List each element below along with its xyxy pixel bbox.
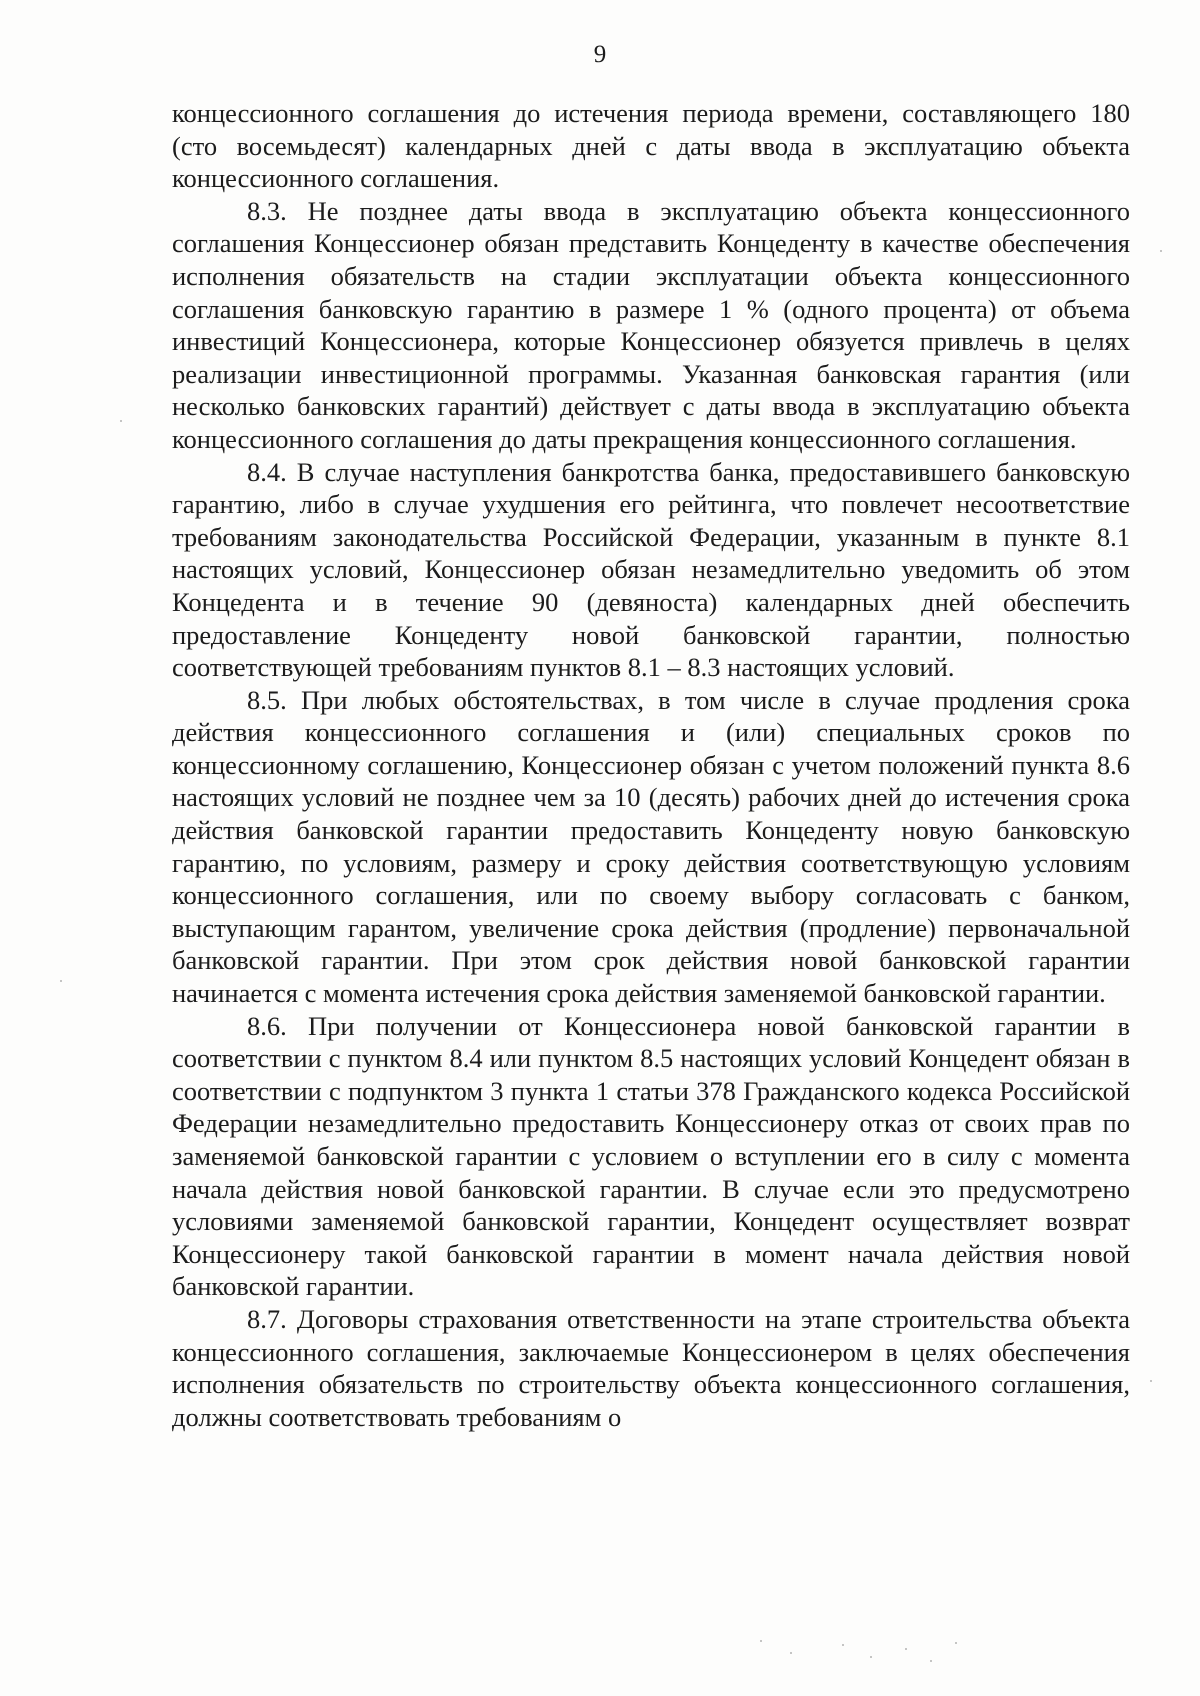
paragraph-continuation: концессионного соглашения до истечения периода времени, составляющего 180 (сто восемьдесят) календарных дней с даты ввода в эксплуатацию объекта концессионного соглашения. <box>172 98 1130 194</box>
paragraph-8-7: 8.7. Договоры страхования ответственности на этапе строительства объекта концессионного соглашения, заключаемые Концессионером в целях обеспечения исполнения обязательств по строительству объекта концессионного соглашения, должны соответствовать требованиям о <box>172 1303 1130 1432</box>
paragraph-8-5: 8.5. При любых обстоятельствах, в том числе в случае продления срока действия концессионного соглашения и (или) специальных сроков по концессионному соглашению, Концессионер обязан с учетом положений пункта 8.6 настоящих условий не позднее чем за 10 (десять) рабочих дней до истечения срока действия банковской гарантии предоставить Концеденту новую банковскую гарантию, по условиям, размеру и сроку действия соответствующую условиям концессионного соглашения, или по своему выбору согласовать с банком, выступающим гарантом, увеличение срока действия (продление) первоначальной банковской гарантии. При этом срок действия новой банковской гарантии начинается с момента истечения срока действия заменяемой банковской гарантии. <box>172 684 1130 1009</box>
page-number: 9 <box>593 41 607 68</box>
document-body <box>172 97 1130 1433</box>
paragraph-8-6: 8.6. При получении от Концессионера новой банковской гарантии в соответствии с пунктом 8.4 или пунктом 8.5 настоящих условий Концедент обязан в соответствии с подпунктом 3 пункта 1 статьи 378 Гражданского кодекса Российской Федерации незамедлительно предоставить Концессионеру отказ от своих прав по заменяемой банковской гарантии с условием о вступлении его в силу с момента начала действия новой банковской гарантии. В случае если это предусмотрено условиями заменяемой банковской гарантии, Концедент осуществляет возврат Концессионеру такой банковской гарантии в момент начала действия новой банковской гарантии. <box>172 1010 1130 1302</box>
paragraph-8-3: 8.3. Не позднее даты ввода в эксплуатацию объекта концессионного соглашения Концессионер обязан представить Концеденту в качестве обеспечения исполнения обязательств на стадии эксплуатации объекта концессионного соглашения банковскую гарантию в размере 1 % (одного процента) от объема инвестиций Концессионера, которые Концессионер обязуется привлечь в целях реализации инвестиционной программы. Указанная банковская гарантия (или несколько банковских гарантий) действует с даты ввода в эксплуатацию объекта концессионного соглашения до даты прекращения концессионного соглашения. <box>172 195 1130 454</box>
paragraph-8-4: 8.4. В случае наступления банкротства банка, предоставившего банковскую гарантию, либо в случае ухудшения его рейтинга, что повлечет несоответствие требованиям законодательства Российской Федерации, указанным в пункте 8.1 настоящих условий, Концессионер обязан незамедлительно уведомить об этом Концедента и в течение 90 (девяноста) календарных дней обеспечить предоставление Концеденту новой банковской гарантии, полностью соответствующей требованиям пунктов 8.1 – 8.3 настоящих условий. <box>172 456 1130 683</box>
